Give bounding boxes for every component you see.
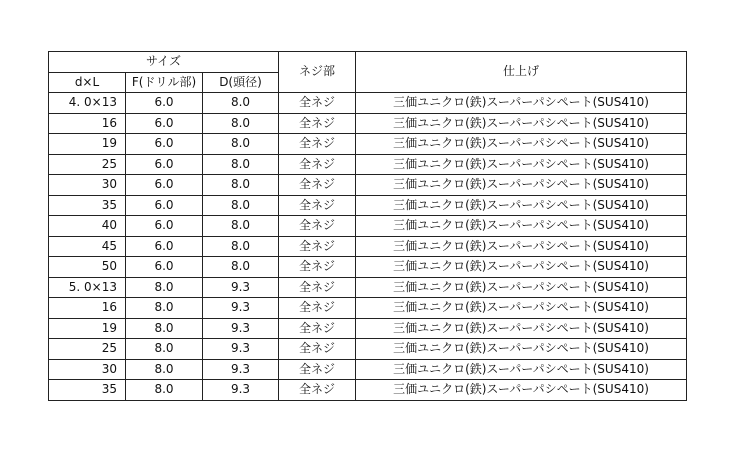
dl-cell: 50 (49, 257, 126, 278)
thread-cell: 全ネジ (279, 134, 356, 155)
head-diameter-cell: 9.3 (203, 298, 279, 319)
head-diameter-cell: 8.0 (203, 257, 279, 278)
thread-cell: 全ネジ (279, 359, 356, 380)
table-row (49, 134, 687, 155)
table-row (49, 257, 687, 278)
drill-cell: 6.0 (126, 154, 203, 175)
head-diameter-cell: 8.0 (203, 134, 279, 155)
thread-cell: 全ネジ (279, 113, 356, 134)
finish-cell: 三価ユニクロ(鉄)スーパーパシペート(SUS410) (356, 257, 687, 278)
table-row (49, 216, 687, 237)
table-row (49, 298, 687, 319)
table-row (49, 236, 687, 257)
drill-cell: 6.0 (126, 175, 203, 196)
dl-cell: 16 (49, 113, 126, 134)
size-group-header: サイズ (49, 52, 279, 73)
table-row (49, 380, 687, 401)
head-diameter-cell: 9.3 (203, 380, 279, 401)
thread-cell: 全ネジ (279, 380, 356, 401)
head-diameter-cell: 9.3 (203, 277, 279, 298)
head-diameter-cell: 9.3 (203, 318, 279, 339)
dl-cell: 35 (49, 195, 126, 216)
thread-cell: 全ネジ (279, 93, 356, 114)
drill-cell: 8.0 (126, 380, 203, 401)
table-row (49, 154, 687, 175)
header-row-1 (49, 52, 687, 73)
thread-cell: 全ネジ (279, 277, 356, 298)
table-row (49, 175, 687, 196)
drill-cell: 6.0 (126, 195, 203, 216)
drill-cell: 6.0 (126, 257, 203, 278)
dl-cell: 30 (49, 175, 126, 196)
finish-cell: 三価ユニクロ(鉄)スーパーパシペート(SUS410) (356, 216, 687, 237)
thread-header: ネジ部 (279, 52, 356, 93)
head-diameter-cell: 9.3 (203, 339, 279, 360)
head-diameter-cell: 8.0 (203, 113, 279, 134)
table-row (49, 113, 687, 134)
spec-table (48, 51, 687, 401)
thread-cell: 全ネジ (279, 195, 356, 216)
drill-cell: 8.0 (126, 277, 203, 298)
head-diameter-cell: 8.0 (203, 236, 279, 257)
thread-cell: 全ネジ (279, 298, 356, 319)
drill-cell: 6.0 (126, 134, 203, 155)
finish-cell: 三価ユニクロ(鉄)スーパーパシペート(SUS410) (356, 93, 687, 114)
table-row (49, 277, 687, 298)
drill-cell: 8.0 (126, 318, 203, 339)
thread-cell: 全ネジ (279, 216, 356, 237)
finish-cell: 三価ユニクロ(鉄)スーパーパシペート(SUS410) (356, 339, 687, 360)
drill-header: F(ドリル部) (126, 72, 203, 93)
table-row (49, 93, 687, 114)
dl-cell: 19 (49, 134, 126, 155)
table-row (49, 339, 687, 360)
head-diameter-cell: 8.0 (203, 93, 279, 114)
finish-cell: 三価ユニクロ(鉄)スーパーパシペート(SUS410) (356, 359, 687, 380)
finish-cell: 三価ユニクロ(鉄)スーパーパシペート(SUS410) (356, 380, 687, 401)
table-row (49, 359, 687, 380)
head-diameter-cell: 8.0 (203, 216, 279, 237)
table-row (49, 318, 687, 339)
thread-cell: 全ネジ (279, 257, 356, 278)
dl-cell: 16 (49, 298, 126, 319)
drill-cell: 6.0 (126, 236, 203, 257)
finish-cell: 三価ユニクロ(鉄)スーパーパシペート(SUS410) (356, 154, 687, 175)
finish-header: 仕上げ (356, 52, 687, 93)
thread-cell: 全ネジ (279, 318, 356, 339)
drill-cell: 6.0 (126, 93, 203, 114)
dl-cell: 30 (49, 359, 126, 380)
drill-cell: 8.0 (126, 339, 203, 360)
finish-cell: 三価ユニクロ(鉄)スーパーパシペート(SUS410) (356, 113, 687, 134)
head-diameter-cell: 8.0 (203, 154, 279, 175)
table-row (49, 195, 687, 216)
drill-cell: 6.0 (126, 113, 203, 134)
head-diameter-cell: 8.0 (203, 195, 279, 216)
drill-cell: 6.0 (126, 216, 203, 237)
thread-cell: 全ネジ (279, 339, 356, 360)
dl-cell: 25 (49, 339, 126, 360)
drill-cell: 8.0 (126, 359, 203, 380)
head-diameter-cell: 8.0 (203, 175, 279, 196)
dl-cell: 35 (49, 380, 126, 401)
finish-cell: 三価ユニクロ(鉄)スーパーパシペート(SUS410) (356, 195, 687, 216)
finish-cell: 三価ユニクロ(鉄)スーパーパシペート(SUS410) (356, 236, 687, 257)
dl-cell: 45 (49, 236, 126, 257)
finish-cell: 三価ユニクロ(鉄)スーパーパシペート(SUS410) (356, 298, 687, 319)
thread-cell: 全ネジ (279, 175, 356, 196)
dl-cell: 4. 0×13 (49, 93, 126, 114)
head-diameter-cell: 9.3 (203, 359, 279, 380)
finish-cell: 三価ユニクロ(鉄)スーパーパシペート(SUS410) (356, 134, 687, 155)
dl-cell: 25 (49, 154, 126, 175)
thread-cell: 全ネジ (279, 154, 356, 175)
dl-header: d×L (49, 72, 126, 93)
drill-cell: 8.0 (126, 298, 203, 319)
thread-cell: 全ネジ (279, 236, 356, 257)
finish-cell: 三価ユニクロ(鉄)スーパーパシペート(SUS410) (356, 175, 687, 196)
spec-table-header (49, 52, 687, 93)
dl-cell: 5. 0×13 (49, 277, 126, 298)
dl-cell: 19 (49, 318, 126, 339)
head-diameter-header: D(頭径) (203, 72, 279, 93)
spec-table-body (49, 93, 687, 401)
finish-cell: 三価ユニクロ(鉄)スーパーパシペート(SUS410) (356, 318, 687, 339)
finish-cell: 三価ユニクロ(鉄)スーパーパシペート(SUS410) (356, 277, 687, 298)
dl-cell: 40 (49, 216, 126, 237)
